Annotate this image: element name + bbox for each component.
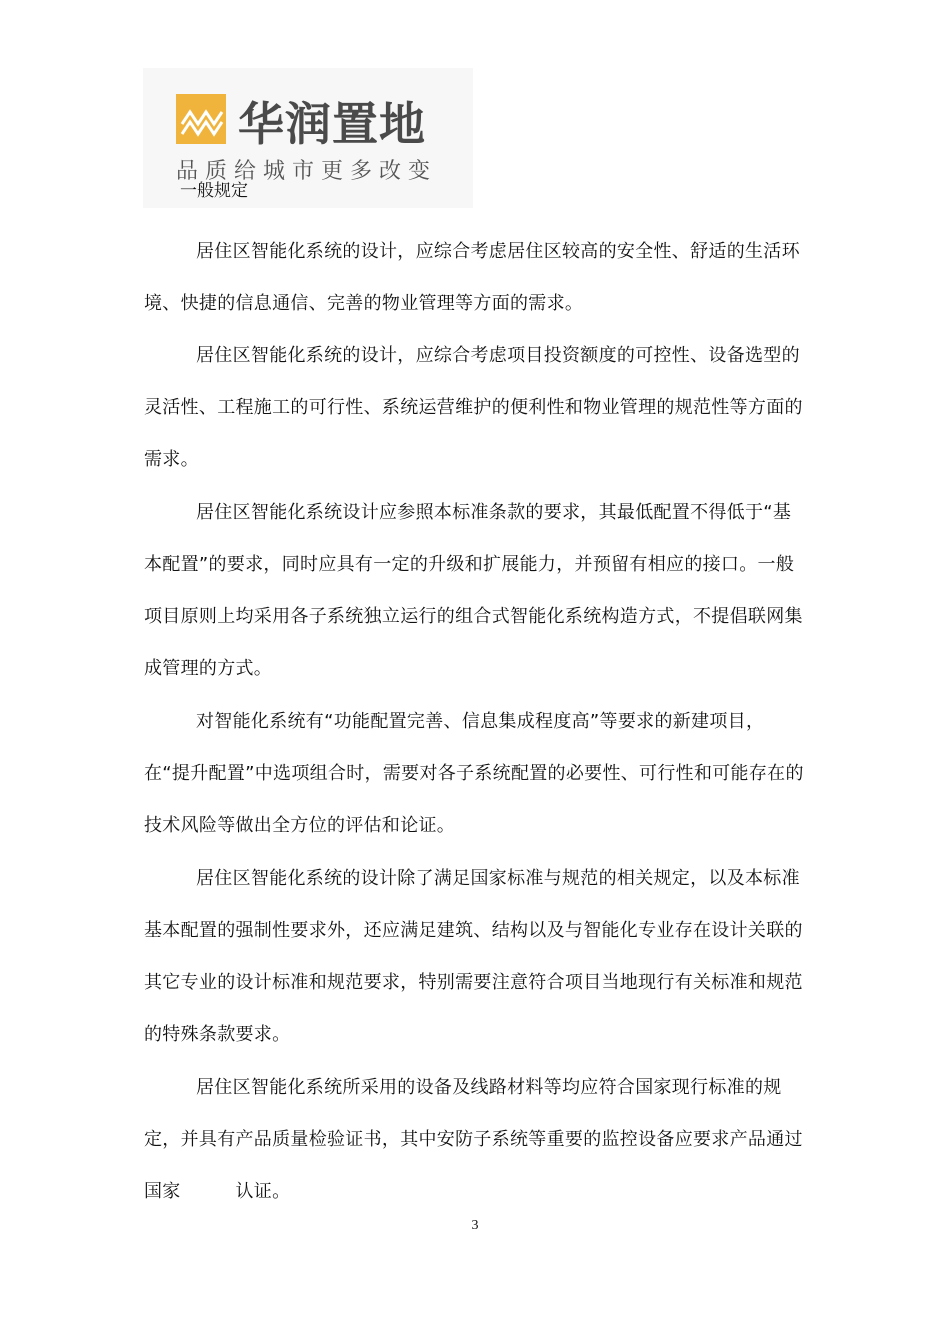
section-heading: 一般规定 xyxy=(180,181,248,201)
paragraph-5: 居住区智能化系统的设计除了满足国家标准与规范的相关规定，以及本标准基本配置的强制性要求外，还应满足建筑、结构以及与智能化专业存在设计关联的其它专业的设计标准和规范要求，特别需要注意符合项目当地现行有关标准和规范的特殊条款要求。 xyxy=(144,868,803,1045)
logo-mark-icon xyxy=(176,94,226,144)
paragraph-3: 居住区智能化系统设计应参照本标准条款的要求，其最低配置不得低于“基本配置”的要求，同时应具有一定的升级和扩展能力，并预留有相应的接口。一般项目原则上均采用各子系统独立运行的组合式智能化系统构造方式，不提倡联网集成管理的方式。 xyxy=(144,502,803,679)
paragraph-6: 居住区智能化系统所采用的设备及线路材料等均应符合国家现行标准的规定，并具有产品质量检验证书，其中安防子系统等重要的监控设备应要求产品通过国家 认证。 xyxy=(144,1077,803,1202)
paragraph-1: 居住区智能化系统的设计，应综合考虑居住区较高的安全性、舒适的生活环境、快捷的信息通信、完善的物业管理等方面的需求。 xyxy=(144,241,800,314)
page-number: 3 xyxy=(471,1218,479,1233)
paragraph-4: 对智能化系统有“功能配置完善、信息集成程度高”等要求的新建项目，在“提升配置”中选项组合时，需要对各子系统配置的必要性、可行性和可能存在的技术风险等做出全方位的评估和论证。 xyxy=(144,711,804,836)
logo-slogan: 品质给城市更多改变 xyxy=(176,159,438,184)
logo-company-name: 华润置地 xyxy=(238,97,426,151)
paragraph-2: 居住区智能化系统的设计，应综合考虑项目投资额度的可控性、设备选型的灵活性、工程施工的可行性、系统运营维护的便利性和物业管理的规范性等方面的需求。 xyxy=(144,345,803,470)
